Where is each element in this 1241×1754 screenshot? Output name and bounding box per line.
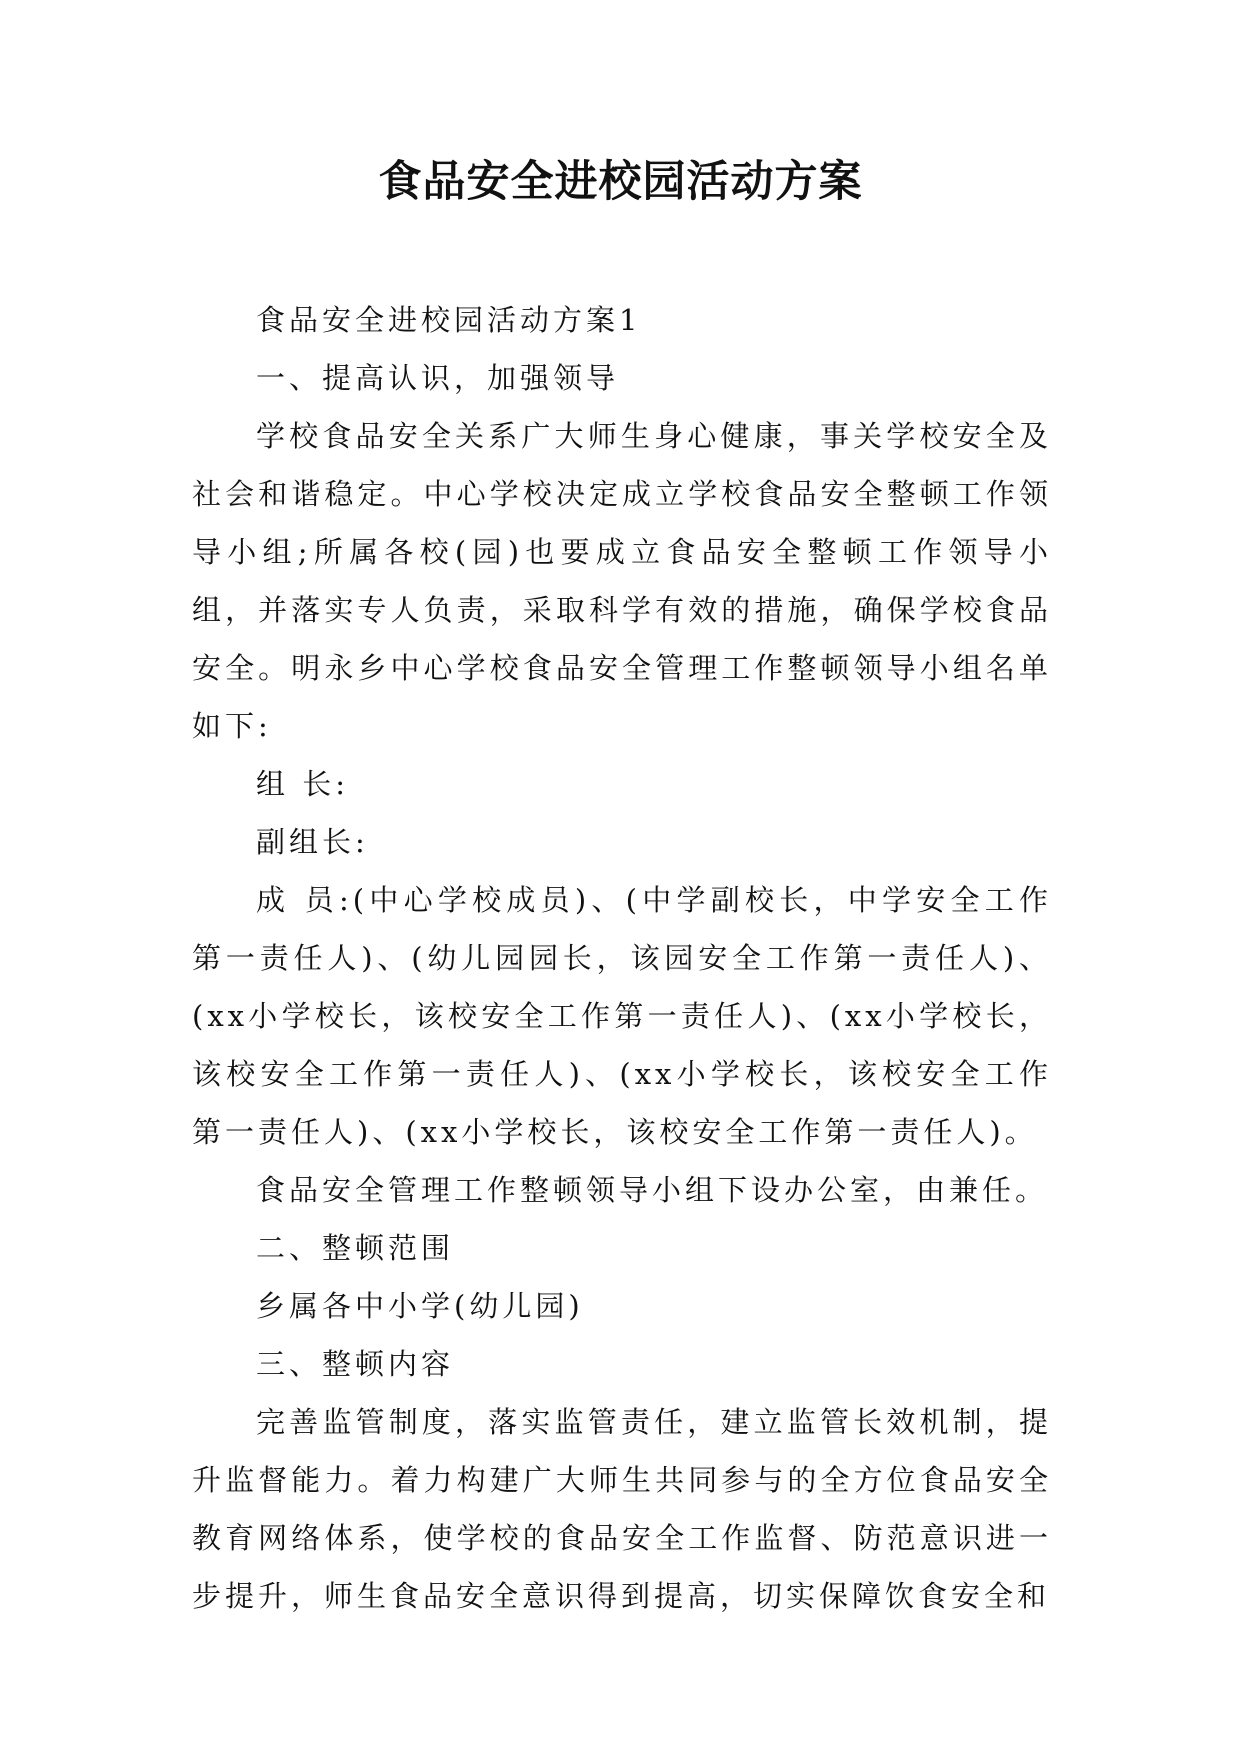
office-paragraph: 食品安全管理工作整顿领导小组下设办公室，由兼任。 [256, 1173, 1049, 1207]
section-heading-1: 一、提高认识，加强领导 [256, 361, 620, 395]
deputy-leader-line: 副组长: [256, 825, 369, 859]
paragraph-leadership: 学校食品安全关系广大师生身心健康，事关学校安全及社会和谐稳定。中心学校决定成立学校食品安全整顿工作领导小组;所属各校(园)也要成立食品安全整顿工作领导小组，并落实专人负责，采取科学有效的措施，确保学校食品安全。明永乡中心学校食品安全管理工作整顿领导小组名单如下: [192, 419, 1052, 743]
section-heading-3: 三、整顿内容 [256, 1347, 455, 1381]
section-heading-2: 二、整顿范围 [256, 1231, 455, 1265]
document-title: 食品安全进校园活动方案 [378, 157, 863, 207]
section-heading-plan-1: 食品安全进校园活动方案1 [256, 303, 642, 337]
members-paragraph: 成 员:(中心学校成员)、(中学副校长，中学安全工作第一责任人)、(幼儿园园长，该园安全工作第一责任人)、(xx小学校长，该校安全工作第一责任人)、(xx小学校长，该校安全工作第一责任人)、(xx小学校长，该校安全工作第一责任人)、(xx小学校长，该校安全工作第一责任人)。 [192, 883, 1052, 1149]
team-leader-line: 组 长: [256, 767, 349, 801]
document-body [192, 291, 1052, 1625]
content-paragraph: 完善监管制度，落实监管责任，建立监管长效机制，提升监督能力。着力构建广大师生共同参与的全方位食品安全教育网络体系，使学校的食品安全工作监督、防范意识进一步提升，师生食品安全意识得到提高，切实保障饮食安全和 [192, 1405, 1052, 1613]
scope-paragraph: 乡属各中小学(幼儿园) [256, 1289, 584, 1323]
